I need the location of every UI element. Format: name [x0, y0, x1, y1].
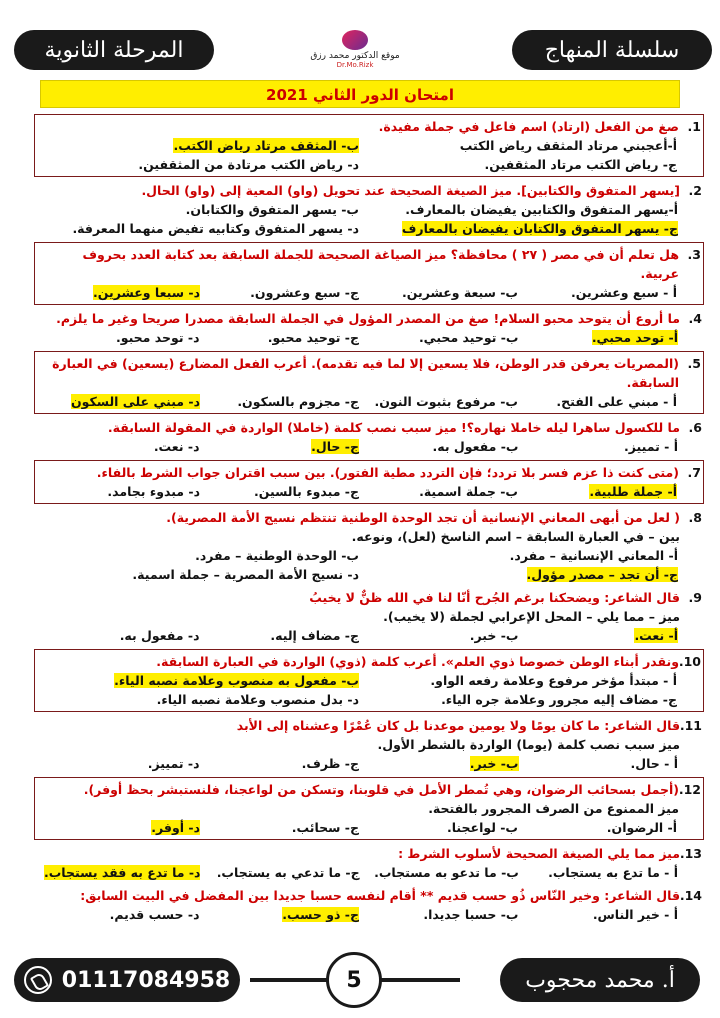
question-number: 12. — [678, 782, 701, 797]
question-number: 11. — [679, 718, 702, 733]
option-b: ب- ما تدعو به مستجاب. — [374, 865, 519, 880]
option-a: أ - مبتدأ مؤخر مرفوع وعلامة رفعه الواو. — [430, 673, 677, 688]
question-stem: ما أروع أن يتوحد محبو السلام! صغ من المصدر المؤول في الجملة السابقة مصدرا صريحا وغير ما يلزم. — [56, 311, 680, 326]
question-11 — [34, 714, 704, 775]
question-stem: ونقدر أبناء الوطن خصوصا ذوي العلم». أعرب كلمة (ذوي) الواردة في العبارة السابقة. — [156, 654, 679, 669]
exam-title: امتحان الدور الثاني 2021 — [40, 80, 680, 108]
option-c: ج- ما تدعي به يستجاب. — [216, 865, 360, 880]
question-number: 1. — [687, 119, 701, 134]
question-stem: ( لعل من أبهى المعاني الإنسانية أن تجد الوحدة الوطنية تنتظم نسيج الأمة المصرية). — [166, 510, 680, 525]
option-b: ب- سبعة وعشرين. — [402, 285, 518, 300]
question-number: 13. — [679, 846, 702, 861]
option-b: ب- خبر. — [469, 628, 519, 643]
option-c-correct: ج- حال. — [311, 439, 359, 454]
author-name: أ. محمد محجوب — [500, 958, 700, 1002]
question-8 — [34, 506, 704, 586]
phone-badge — [14, 958, 240, 1002]
question-subprompt: بين – في العبارة السابقة – اسم الناسخ (لعل)، ونوعه. — [351, 529, 680, 544]
option-d: د- توحد محبو. — [115, 330, 200, 345]
question-stem: ما للكسول ساهرا ليله خاملا نهاره؟! ميز سبب نصب كلمة (خاملا) الواردة في المقولة السابقة. — [107, 420, 680, 435]
option-a-correct: أ- توحد محبي. — [591, 330, 678, 345]
option-d: د- مفعول به. — [119, 628, 200, 643]
option-b: ب- حسبا جديدا. — [423, 907, 519, 922]
option-c: ج- سبع وعشرون. — [250, 285, 359, 300]
page-header — [0, 12, 720, 72]
option-d: د- حسب قديم. — [109, 907, 200, 922]
question-number: 4. — [688, 311, 702, 326]
option-a: أ - مبني على الفتح. — [556, 394, 677, 409]
option-a: أ - حال. — [630, 756, 678, 771]
question-12 — [34, 777, 704, 840]
page-footer — [0, 950, 720, 1010]
option-a: أ-يسهر المتفوق والكتابين يفيضان بالمعارف. — [405, 202, 678, 217]
option-a: أ- الرضوان. — [606, 820, 677, 835]
question-number: 5. — [687, 356, 701, 371]
phone-number: 01117084958 — [61, 967, 231, 993]
question-subprompt: ميز – مما يلي – المحل الإعرابي لجملة (لا يخيب). — [383, 609, 680, 624]
option-c: ج- مجزوم بالسكون. — [237, 394, 359, 409]
question-number: 3. — [687, 247, 701, 262]
question-subprompt: ميز سبب نصب كلمة (يوما) الواردة بالشطر الأول. — [377, 737, 680, 752]
option-b-correct: ب- مفعول به منصوب وعلامة نصبه الياء. — [114, 673, 359, 688]
phone-icon — [24, 966, 52, 994]
option-c-correct: ج- ذو حسب. — [282, 907, 359, 922]
option-a: أ-أعجبني مرتاد المثقف رياض الكتب — [459, 138, 677, 153]
question-stem: (المصريات يعرفن قدر الوطن، فلا يسعين إلا لما فيه تقدمه). أعرب الفعل المضارع (يسعين) في العبارة السابقة. — [52, 356, 679, 390]
stage-title: المرحلة الثانوية — [14, 30, 214, 70]
option-d: د- نعت. — [153, 439, 200, 454]
option-a: أ - تمييز. — [624, 439, 678, 454]
question-stem: قال الشاعر: ما كان يومًا ولا يومين موعدنا بل كان عُمْرًا وعشناه إلى الأبد — [236, 718, 680, 733]
question-stem: قال الشاعر: ويضحكنا برغم الجُرح أنّا لنا في الله ظنٌّ لا يخيبُ — [309, 590, 680, 605]
question-6 — [34, 416, 704, 458]
option-c: ج- ظرف. — [301, 756, 359, 771]
option-b: ب- جملة اسمية. — [419, 484, 518, 499]
question-number: 14. — [679, 888, 702, 903]
option-c: ج- مبدوء بالسين. — [253, 484, 359, 499]
option-c-correct: ج- أن تجد – مصدر مؤول. — [526, 567, 678, 582]
option-a-correct: أ- نعت. — [634, 628, 678, 643]
question-stem: هل تعلم أن في مصر ( ٢٧ ) محافظة؟ ميز الصياغة الصحيحة للجملة السابقة بعد كتابة العدد بحروف عربية. — [82, 247, 679, 281]
option-b: ب- مفعول به. — [432, 439, 519, 454]
option-a: أ - ما تدع به يستجاب. — [548, 865, 678, 880]
option-d-correct: د- ما تدع به فقد يستجاب. — [44, 865, 201, 880]
series-title: سلسلة المنهاج — [512, 30, 712, 70]
option-d: د- بدل منصوب وعلامة نصبه الياء. — [156, 692, 359, 707]
question-4 — [34, 307, 704, 349]
option-b: ب- الوحدة الوطنية – مفرد. — [195, 548, 359, 563]
option-c: ج- توحيد محبو. — [267, 330, 359, 345]
option-d-correct: د- مبني على السكون — [70, 394, 200, 409]
question-number: 10. — [678, 654, 701, 669]
option-c: ج- مضاف إليه مجرور وعلامة جره الياء. — [441, 692, 677, 707]
option-b: ب- توحيد محبي. — [418, 330, 519, 345]
question-stem: صغ من الفعل (ارتاد) اسم فاعل في جملة مفيدة. — [378, 119, 679, 134]
question-stem: [يسهر المتفوق والكتابين]. ميز الصيغة الصحيحة عند تحويل (واو) المعية إلى (واو) الحال. — [141, 183, 680, 198]
option-a: أ - سبع وعشرين. — [571, 285, 677, 300]
option-a-correct: أ- جملة طلبية. — [589, 484, 677, 499]
option-c: ج- مضاف إليه. — [270, 628, 359, 643]
option-d-correct: د- أوفر. — [151, 820, 200, 835]
option-d: د- رياض الكتب مرتادة من المثقفين. — [138, 157, 359, 172]
question-10 — [34, 649, 704, 712]
option-b-correct: ب- خبر. — [469, 756, 519, 771]
option-d: د- تمييز. — [147, 756, 200, 771]
question-5 — [34, 351, 704, 414]
question-7 — [34, 460, 704, 504]
option-d: د- مبدوء بجامد. — [107, 484, 200, 499]
question-subprompt: ميز الممنوع من الصرف المجرور بالفتحة. — [428, 801, 679, 816]
question-stem: (أجمل بسحائب الرضوان، وهي تُمطر الأمل في قلوبنا، وتسكن من لواعجنا، فلنستبشر بحظ أوفر). — [83, 782, 679, 797]
question-14 — [34, 884, 704, 926]
question-number: 7. — [687, 465, 701, 480]
option-b: ب- يسهر المتفوق والكتابان. — [185, 202, 359, 217]
option-c-correct: ج- يسهر المتفوق والكتابان يفيضان بالمعارف — [401, 221, 678, 236]
option-d: د- يسهر المتفوق وكتابيه تفيض منهما المعرفة. — [72, 221, 359, 236]
question-2 — [34, 179, 704, 240]
question-3 — [34, 242, 704, 305]
logo-subtext: Dr.Mo.Rizk — [336, 61, 374, 69]
option-d-correct: د- سبعا وعشرين. — [93, 285, 200, 300]
option-b: ب- مرفوع بثبوت النون. — [374, 394, 518, 409]
option-b: ب- لواعجنا. — [446, 820, 518, 835]
logo-text: موقع الدكتور محمد رزق — [310, 51, 400, 61]
question-13 — [34, 842, 704, 884]
question-stem: ميز مما يلي الصيغة الصحيحة لأسلوب الشرط : — [398, 846, 680, 861]
option-c: ج- رياض الكتب مرتاد المثقفين. — [484, 157, 677, 172]
question-number: 9. — [688, 590, 702, 605]
option-a: أ- المعاني الإنسانية – مفرد. — [509, 548, 678, 563]
option-d: د- نسيج الأمة المصرية – جملة اسمية. — [132, 567, 359, 582]
question-9 — [34, 586, 704, 647]
logo-mark-icon — [342, 30, 368, 50]
option-a: أ - خير الناس. — [592, 907, 678, 922]
questions-list — [34, 112, 704, 926]
question-number: 8. — [688, 510, 702, 525]
question-number: 2. — [688, 183, 702, 198]
question-number: 6. — [688, 420, 702, 435]
question-stem: (متى كنت ذا عزم فسر بلا تردد؛ فإن التردد مطية الفتور). بين سبب اقتران جواب الشرط بالفاء. — [96, 465, 679, 480]
option-c: ج- سحائب. — [291, 820, 359, 835]
option-b-correct: ب- المثقف مرتاد رياض الكتب. — [173, 138, 359, 153]
site-logo — [300, 30, 410, 70]
page-number: 5 — [326, 952, 382, 1008]
question-1 — [34, 114, 704, 177]
question-stem: قال الشاعر: وخير النّاس ذُو حسب قديم ** أقام لنفسه حسبا جديدا بين المفضل في البيت السابق: — [80, 888, 680, 903]
